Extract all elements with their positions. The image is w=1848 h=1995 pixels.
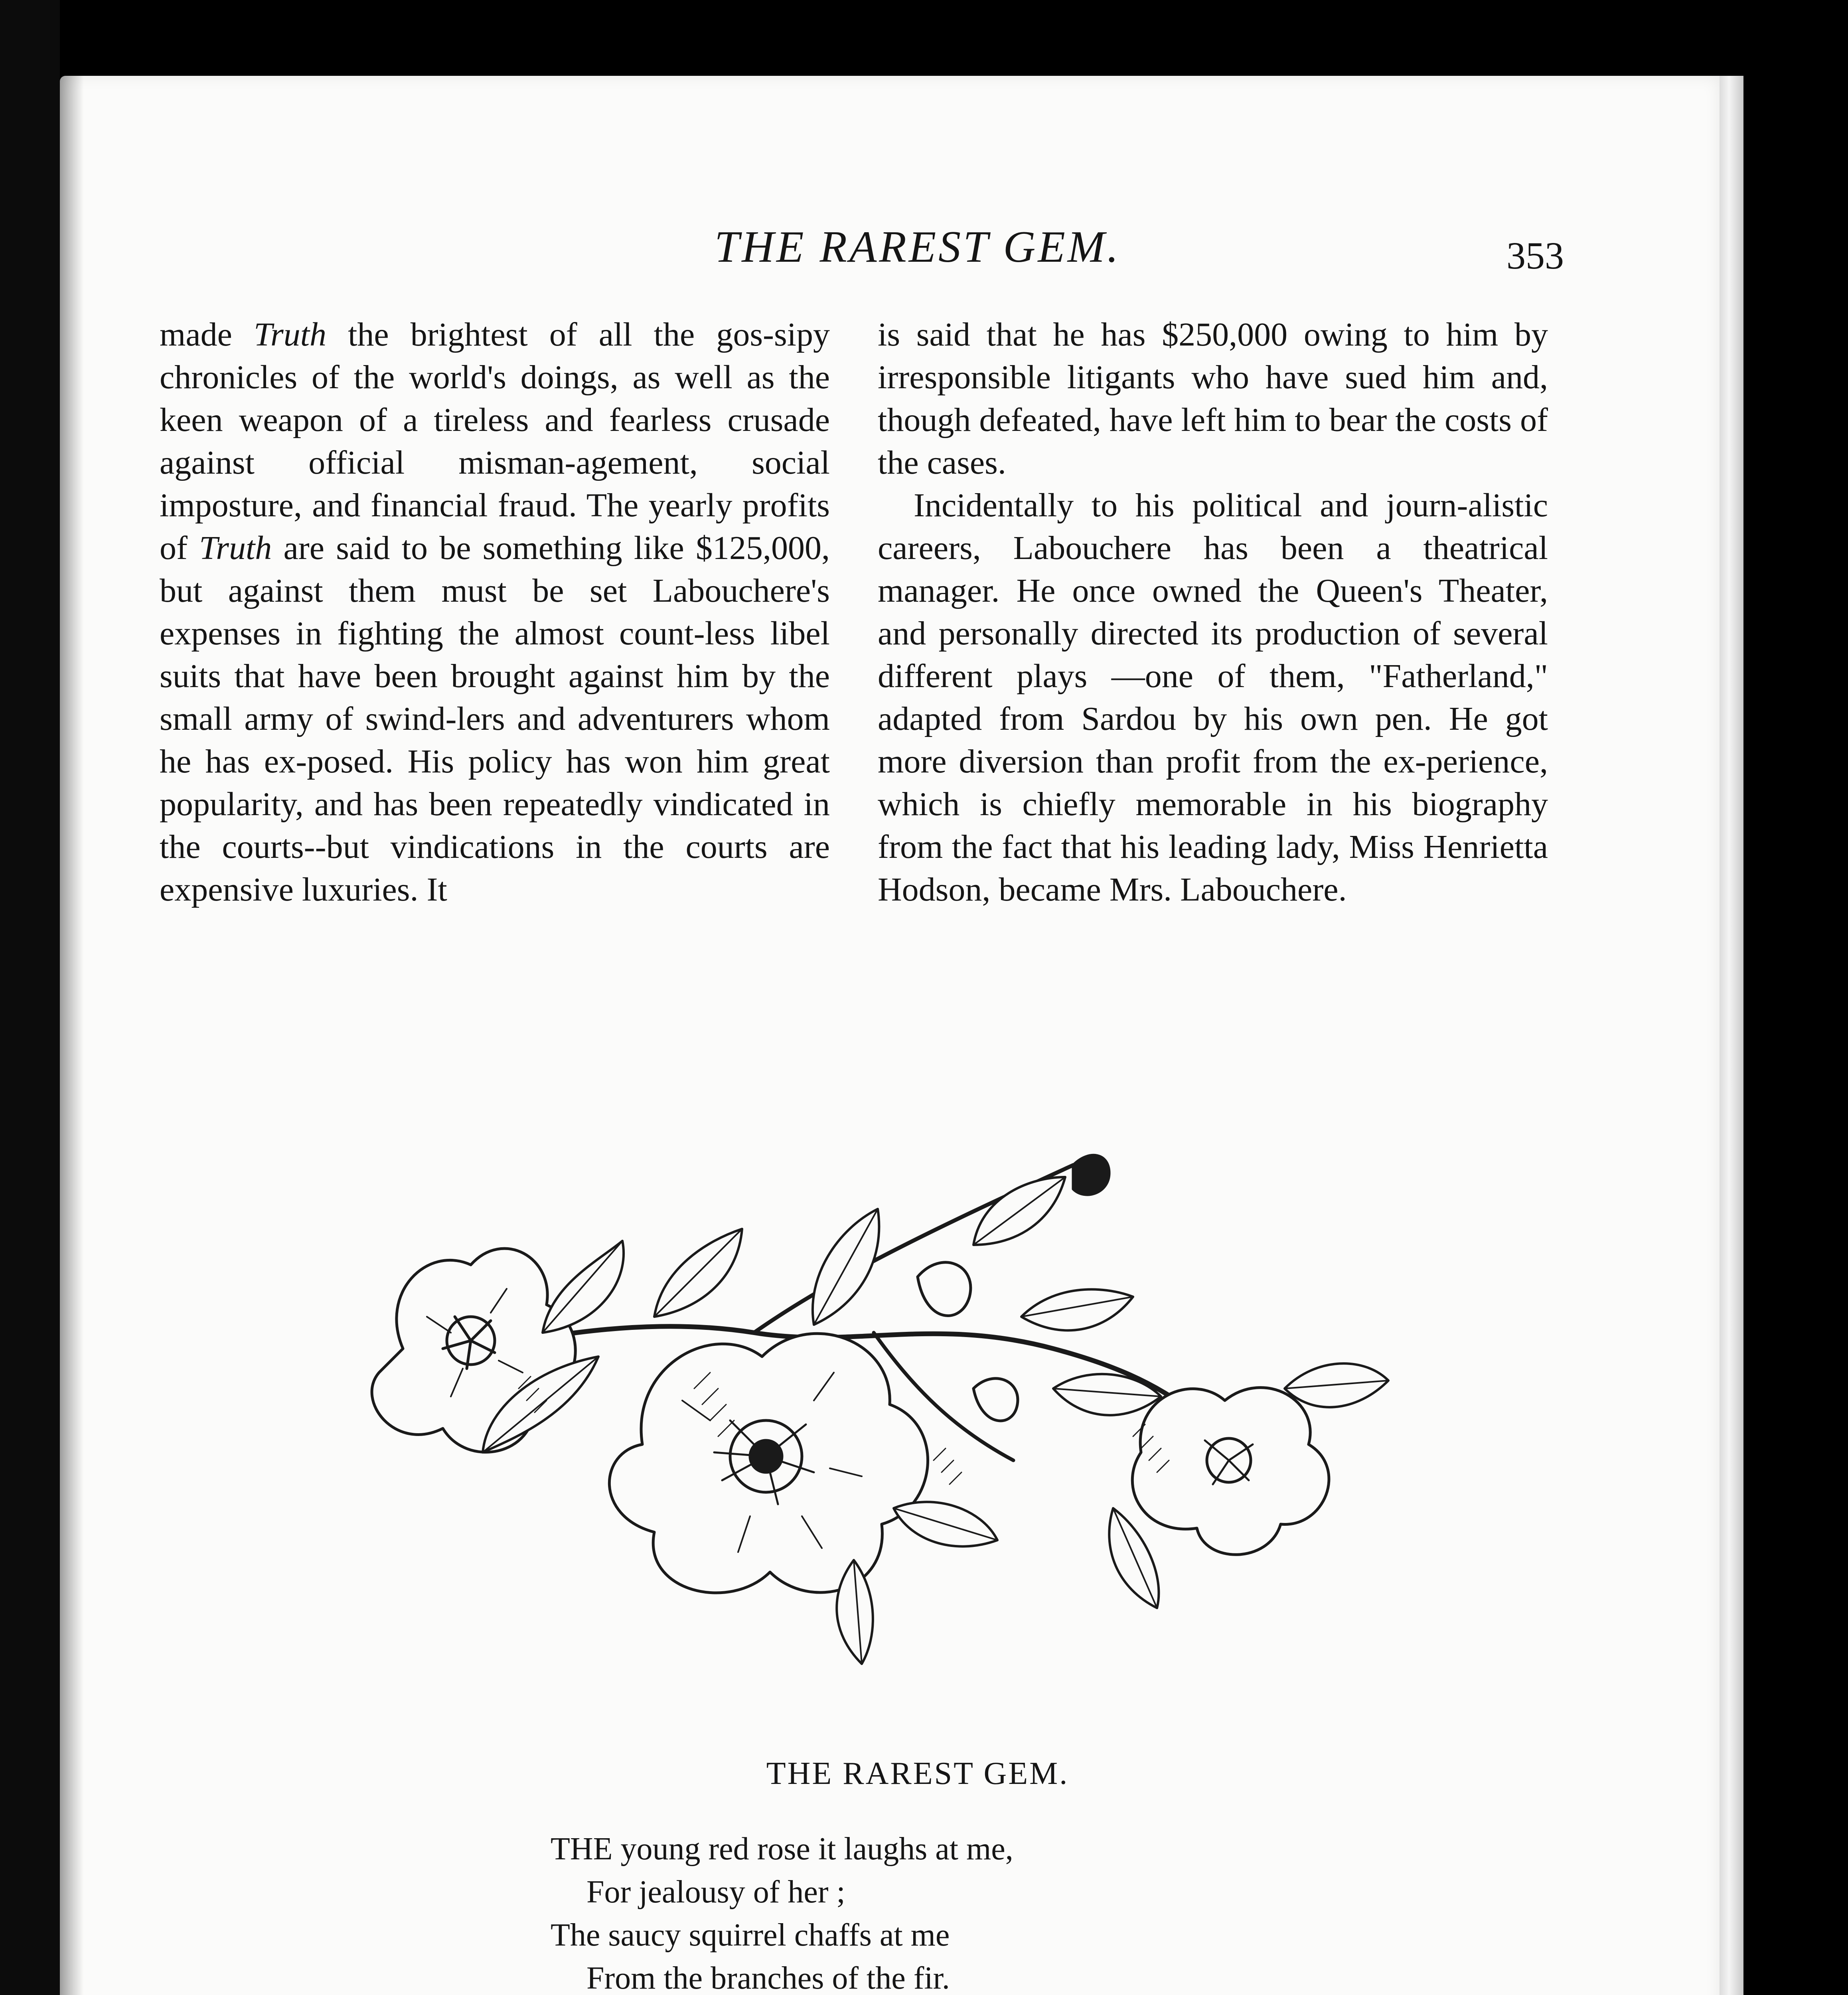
text-run: made: [160, 316, 254, 353]
text-run: the brightest of all the gos-sipy chronicles of the world's doings, as well as the keen weapon of a tireless and fearless crusade against official misman-agement, social imposture, and financial fraud. The yearly profits of: [160, 316, 830, 567]
poem-line: THE young red rose it laughs at me,: [551, 1831, 1013, 1867]
gutter-shadow: [60, 76, 84, 1995]
poem-stanza: [551, 1827, 1428, 1995]
italic-publication-title: Truth: [199, 529, 272, 567]
left-page-edge: [0, 0, 60, 1995]
poem-line: For jealousy of her ;: [586, 1875, 845, 1910]
page-number: 353: [1506, 234, 1564, 277]
article-column-left: [160, 313, 830, 911]
poem-body: [551, 1827, 1428, 1995]
article-paragraph: [160, 313, 830, 911]
wild-rose-spray-icon: [295, 1109, 1404, 1700]
article-column-right: [878, 313, 1548, 911]
running-title: THE RAREST GEM.: [714, 222, 1121, 272]
article-paragraph: is said that he has $250,000 owing to him by irresponsible litigants who have sued him and, though defeated, have left him to bear the costs of the cases.: [878, 316, 1548, 481]
poem-line: From the branches of the fir.: [586, 1961, 950, 1995]
article-paragraph: Incidentally to his political and journ-alistic careers, Labouchere has been a theatrical manager. He once owned the Queen's Theater, and personally directed its production of several different plays —one of them, "Fatherland," adapted from Sardou by his own pen. He got more diversion than profit from the ex-perience, which is chiefly memorable in his biography from the fact that his leading lady, Miss Henrietta Hodson, became Mrs. Labouchere.: [878, 487, 1548, 908]
text-run: are said to be something like $125,000, but against them must be set Labouchere's expenses in fighting the almost count-less libel suits that have been brought against him by the small army of swind-lers and adventurers whom he has ex-posed. His policy has won him great popularity, and has been repeatedly vindicated in the courts--but vindications in the courts are expensive luxuries. It: [160, 529, 830, 908]
poem-line: The saucy squirrel chaffs at me: [551, 1918, 950, 1953]
poem-title: THE RAREST GEM.: [766, 1756, 1069, 1791]
page-edge-strip: [1720, 76, 1743, 1995]
italic-publication-title: Truth: [253, 316, 327, 353]
